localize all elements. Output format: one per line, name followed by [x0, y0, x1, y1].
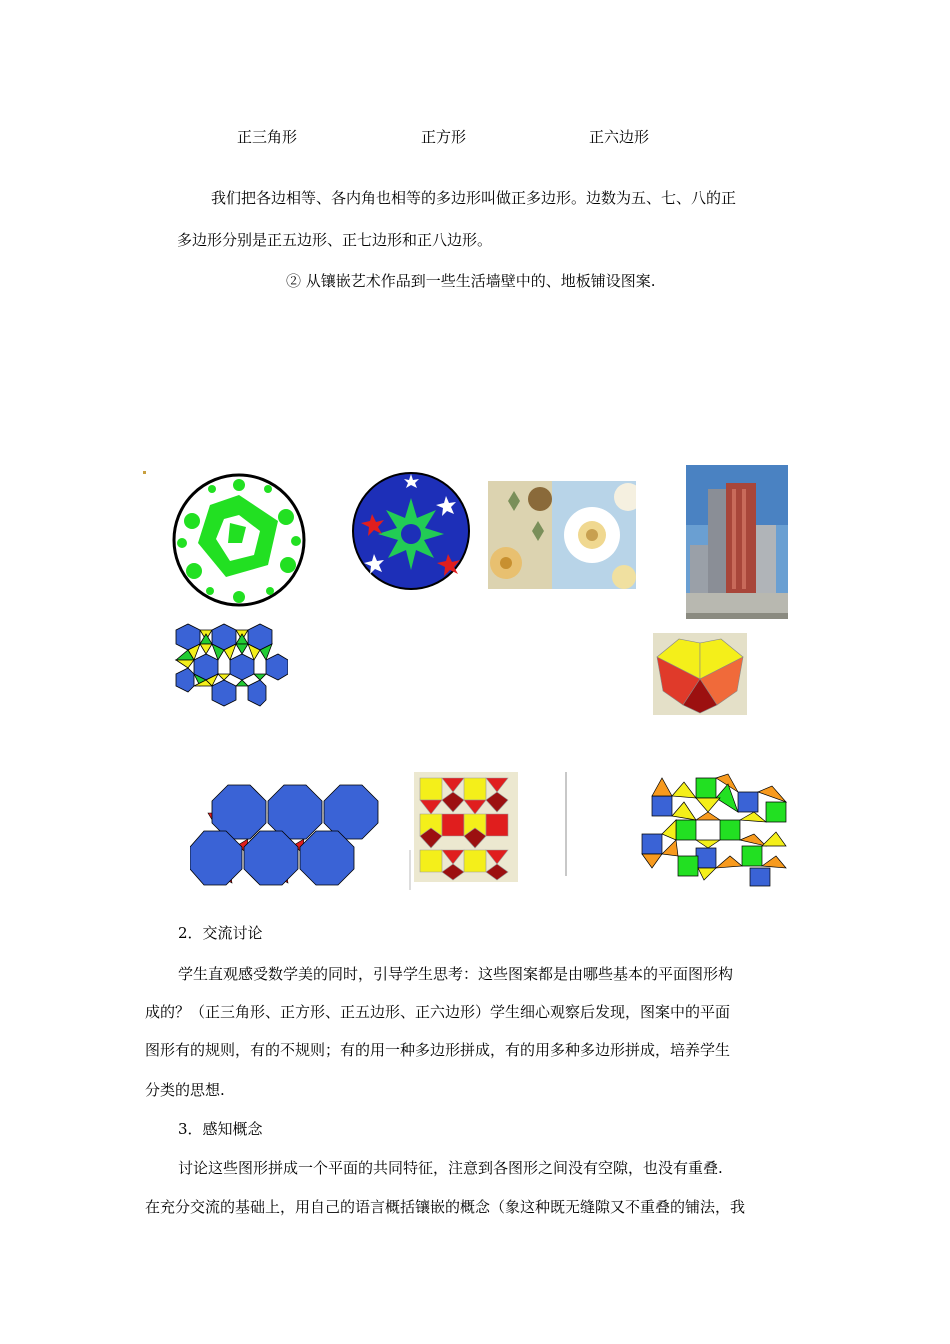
kite-square-tiling [408, 770, 520, 890]
figure-divider [565, 772, 567, 876]
label-hexagon: 正六边形 [589, 128, 650, 146]
section-2-line-4: 分类的思想. [145, 1081, 225, 1099]
section-2-line-1: 学生直观感受数学美的同时，引导学生思考：这些图案都是由哪些基本的平面图形构 [178, 965, 734, 983]
islamic-tile-pattern [488, 481, 636, 589]
section-3-line-2: 在充分交流的基础上，用自己的语言概括镶嵌的概念（象这种既无缝隙又不重叠的铺法，我 [145, 1198, 746, 1216]
label-square: 正方形 [421, 128, 467, 146]
stray-dot [143, 471, 146, 474]
hyperbolic-tiling-stars [350, 470, 472, 592]
section-3-heading: 3．感知概念 [178, 1120, 263, 1138]
hyperbolic-tiling-green [170, 473, 308, 607]
tall-building-photo [686, 465, 788, 619]
section-2-line-2: 成的？（正三角形、正方形、正五边形、正六边形）学生细心观察后发现，图案中的平面 [145, 1003, 731, 1021]
section-3-line-1: 讨论这些图形拼成一个平面的共同特征，注意到各图形之间没有空隙，也没有重叠. [178, 1159, 723, 1177]
octagon-triangle-tiling [190, 783, 382, 887]
section-2-line-3: 图形有的规则，有的不规则；有的用一种多边形拼成，有的用多种多边形拼成，培养学生 [145, 1041, 731, 1059]
square-triangle-tiling [638, 772, 790, 888]
intro-line-1: 我们把各边相等、各内角也相等的多边形叫做正多边形。边数为五、七、八的正 [211, 189, 737, 207]
intro-line-2: 多边形分别是正五边形、正七边形和正八边形。 [177, 231, 493, 249]
section-2-heading: 2．交流讨论 [178, 924, 263, 942]
pentagon-kite-tile [653, 633, 747, 715]
label-triangle: 正三角形 [237, 128, 298, 146]
intro-line-3: ② 从镶嵌艺术作品到一些生活墙壁中的、地板铺设图案. [286, 272, 656, 290]
triangle-hexagon-tiling [168, 620, 288, 710]
